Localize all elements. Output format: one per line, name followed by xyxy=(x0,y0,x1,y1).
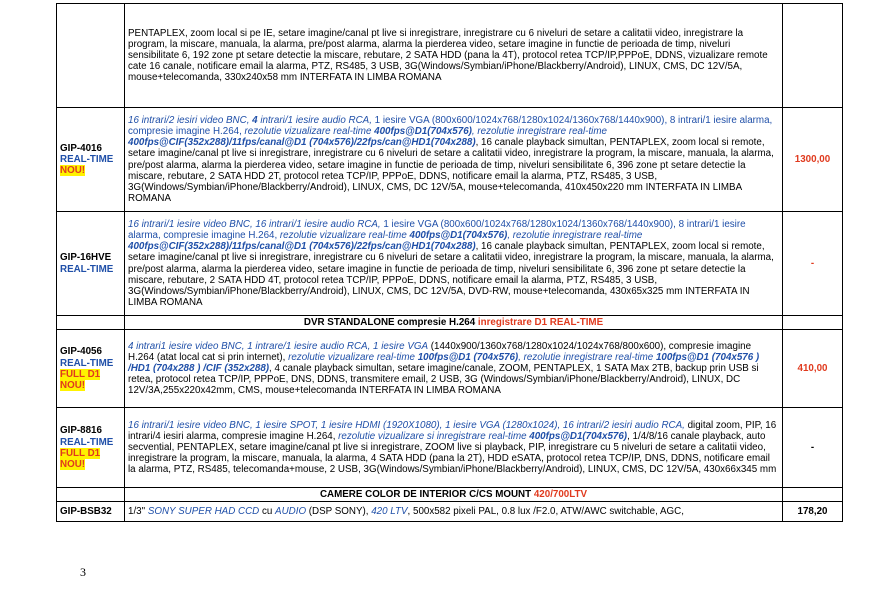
price-cell: - xyxy=(783,212,843,316)
price-cell: 178,20 xyxy=(783,502,843,522)
price-cell: 1300,00 xyxy=(783,108,843,212)
product-description xyxy=(125,408,783,488)
desc-segment: intrari/1 iesire audio RCA, xyxy=(257,115,372,127)
section-title-highlight: inregistrare D1 REAL-TIME xyxy=(477,317,604,328)
new-badge: NOU! xyxy=(60,165,86,177)
desc-segment: 16 intrari/1 iesire video BNC, 16 intrari/1 iesire audio RCA, xyxy=(128,219,381,231)
table-row xyxy=(57,4,843,108)
table-row xyxy=(57,502,843,522)
table-row xyxy=(57,108,843,212)
desc-segment: 16 intrari/2 iesiri video BNC, xyxy=(128,115,253,127)
price-cell: - xyxy=(783,408,843,488)
product-description xyxy=(125,212,783,316)
desc-segment: SONY SUPER HAD CCD xyxy=(147,506,260,518)
desc-segment: digital zoom, PIP, 16 intrari/4 iesiri alarma, compresie imagine H.264, xyxy=(128,419,777,442)
product-code-cell xyxy=(57,502,125,522)
new-badge: NOU! xyxy=(60,458,86,470)
page-number: 3 xyxy=(80,565,86,579)
product-description xyxy=(125,108,783,212)
section-title xyxy=(125,316,783,330)
desc-segment: , 16 canale playback simultan, PENTAPLEX, zoom local si remote, setare imagine/canal pt live si inregistrare, inregistrare cu 6 niveluri de setare a calitatii video, inregistrare la program, la miscare, manuala, la alarma, pre/post alarma, alarma la pierderea video, setare imagine in functie de perioada de timp, niveluri sensibilitate 6, 396 zone pt setare detectie la miscare, rebutare, 2 SATA HDD 4T, protocol retea TCP/IP, PPPoE, DDNS, notificare email la alarma, PTZ, RS485, 3 USB, 3G(Windows/Symbian/iPhone/Blackberry/Android), LINUX, CMS, DC 12V/5A, DVD-RW, mouse+telecomanda, 430x65x325 mm INTERFATA IN LIMBA ROMANA xyxy=(128,241,774,308)
desc-segment: , 16 canale playback simultan, PENTAPLEX, zoom local si remote, setare imagine/canal pt live si inregistrare, inregistrare cu 6 niveluri de setare a calitatii video, inregistrare la program, la miscare, manuala, la alarma, pre/post alarma, alarma la pierderea video, setare imagine in functie de perioada de timp, niveluri sensibilitate 6, 396 zone pt setare detectie la miscare, rebutare, 2 SATA HDD 2T, protocol retea TCP/IP, PPPoE, DDNS, notificare email la alarma, PTZ, RS485, 3 USB, 3G(Windows/Symbian/iPhone/Blackberry/Android), LINUX, CMS, DC 12V/5A, mouse+telecomanda, 410x450x220 mm INTERFATA IN LIMBA ROMANA xyxy=(128,137,774,204)
product-code-cell xyxy=(57,212,125,316)
section-spacer xyxy=(783,488,843,502)
desc-segment: 400fps@D1(704x576) xyxy=(409,230,508,242)
product-code-cell xyxy=(57,330,125,408)
desc-segment: , 4 canale playback simultan, setare imagine/canale, ZOOM, PENTAPLEX, 1 SATA Max 2TB, backup prin USB si retea, protocol retea TCP/IP, PPPoE, DNS, DDNS, transmitere email, 2 USB, 3G (Windows/Symbian/iPhone/Blackberry/Android), LINUX, DC 12V/3A,255x220x42mm, CMS, mouse+telecomanda INTERFATA IN LIMBA ROMANA xyxy=(128,363,759,397)
new-badge: NOU! xyxy=(60,379,86,391)
product-code-cell xyxy=(57,4,125,108)
desc-segment: 1 iesire VGA (1280x1024), 16 intrari/2 iesiri audio RCA, xyxy=(442,419,685,431)
desc-segment: 400fps@CIF(352x288)/11fps/canal@D1 (704x576)/22fps/can@HD1(704x288) xyxy=(128,137,476,149)
section-title xyxy=(125,488,783,502)
desc-segment: 4 xyxy=(252,115,258,127)
desc-segment: AUDIO xyxy=(275,506,307,518)
desc-segment: 100fps@D1 (704x576 ) /HD1 (704x288 ) /CIF (352x288) xyxy=(128,351,760,375)
section-spacer xyxy=(57,488,125,502)
desc-segment: cu xyxy=(259,506,276,518)
product-code: GIP-8816 xyxy=(60,425,102,437)
section-title-highlight: 420/700LTV xyxy=(533,489,588,501)
realtime-tag: REAL-TIME xyxy=(60,436,114,448)
table-row xyxy=(57,330,843,408)
price-cell xyxy=(783,4,843,108)
desc-segment: 16 intrari/1 iesire video BNC, 1 iesire SPOT, 1 iesire HDMI (1920X1080), xyxy=(128,419,443,431)
desc-segment: 1 iesire VGA (800x600/1024x768/1280x1024/1360x768/1440x900), 8 intrari/1 iesire alarma, compresie imagine H.264, xyxy=(128,219,746,242)
product-code: GIP-BSB32 xyxy=(60,506,112,518)
desc-segment: , rezolutie inregistrare real-time xyxy=(507,230,643,242)
desc-segment: , 1/4/8/16 canale playback, auto secvential, PENTAPLEX, setare imagine/canal pt live si inregistrare, ZOOM live si playback, PIP, inregistrare cu 5 niveluri de setare a calitatii video, inregistrare la program, la miscare, manuala, la alarma, 4 SATA HDD (pana la 2T), HDD eSATA, protocol retea TCP/IP, DNS, DDNS, notificare email la alarma, PTZ, RS485, telecomanda+mouse, 2 USB, 3G(Windows/Symbian/iPhone/Blackberry/Android), LINUX, CMS, DC 12V/5A, 430x66x345 mm xyxy=(128,430,777,476)
product-description: PENTAPLEX, zoom local si pe IE, setare imagine/canal pt live si inregistrare, inregistrare cu 6 niveluri de setare a calitatii video, inregistrare la program, la miscare, manuala, la alarma, pre/post alarma, alarma la pierderea video, setare imagine in functie de perioada de timp, niveluri sensibilitate 6, 192 zone pt setare detectie la miscare, rebutare, 2 SATA HDD (pana la 4T), protocol retea TCP/IP,PPPoE, DDNS, vizualizare remote cate 16 canale, notificare email la alarma, PTZ, RS485, 3 USB, 3G(Windows/Symbian/iPhone/Blackberry/Android), LINUX, CMS, DC 12V/5A, mouse+telecomanda, 330x240x58 mm INTERFATA IN LIMBA ROMANA xyxy=(125,4,783,108)
desc-segment: 420 LTV xyxy=(371,506,408,518)
price-list-table xyxy=(56,3,843,522)
product-code: GIP-16HVE xyxy=(60,252,112,264)
realtime-tag: REAL-TIME xyxy=(60,357,114,369)
desc-segment: (DSP SONY), xyxy=(306,506,372,518)
full-d1-badge: FULL D1 xyxy=(60,368,101,380)
product-code-cell xyxy=(57,108,125,212)
product-code: GIP-4056 xyxy=(60,346,102,358)
desc-segment: , rezolutie inregistrare real-time xyxy=(471,126,607,138)
desc-segment: 1/3" xyxy=(128,506,148,518)
desc-segment: , 500x582 pixeli PAL, 0.8 lux /F2.0, ATW/AWC switchable, AGC, xyxy=(407,506,684,518)
table-row xyxy=(57,408,843,488)
desc-segment: 1 iesire VGA (800x600/1024x768/1280x1024/1360x768/1440x900), 8 intrari/1 iesire alarma, compresie imagine H.264, xyxy=(128,115,773,138)
product-description xyxy=(125,502,783,522)
desc-segment: 400fps@CIF(352x288)/11fps/canal@D1 (704x576)/22fps/can@HD1(704x288) xyxy=(128,241,476,253)
desc-segment: 400fps@D1(704x576) xyxy=(374,126,472,138)
full-d1-badge: FULL D1 xyxy=(60,447,101,459)
price-cell: 410,00 xyxy=(783,330,843,408)
desc-segment: rezolutie vizualizare real-time xyxy=(288,351,418,363)
desc-segment: rezolutie vizualizare real-time xyxy=(244,126,375,138)
desc-segment: (1440x900/1360x768/1280x1024/1024x768/800x600), compresie imagine H.264 (atat local cat si prin internet), xyxy=(128,340,752,363)
section-title-text: DVR STANDALONE compresie H.264 xyxy=(303,317,478,328)
desc-segment: 400fps@D1(704x576) xyxy=(529,430,628,442)
desc-segment: 100fps@D1 (704x576) xyxy=(417,351,519,363)
section-header-row xyxy=(57,316,843,330)
product-description xyxy=(125,330,783,408)
realtime-tag: REAL-TIME xyxy=(60,263,114,275)
section-spacer xyxy=(57,316,125,330)
section-spacer xyxy=(783,316,843,330)
table-row xyxy=(57,212,843,316)
desc-segment: rezolutie vizualizare real-time xyxy=(279,230,410,242)
section-title-text: CAMERE COLOR DE INTERIOR C/CS MOUNT xyxy=(319,489,534,501)
desc-segment: , rezolutie inregistrare real-time xyxy=(518,351,656,363)
section-header-row xyxy=(57,488,843,502)
desc-segment: rezolutie vizualizare si inregistrare real-time xyxy=(338,430,530,442)
product-code: GIP-4016 xyxy=(60,142,102,154)
desc-segment: 4 intrari1 iesire video BNC, 1 intrare/1 iesire audio RCA, 1 iesire VGA xyxy=(128,340,429,352)
product-code-cell xyxy=(57,408,125,488)
realtime-tag: REAL-TIME xyxy=(60,153,114,165)
